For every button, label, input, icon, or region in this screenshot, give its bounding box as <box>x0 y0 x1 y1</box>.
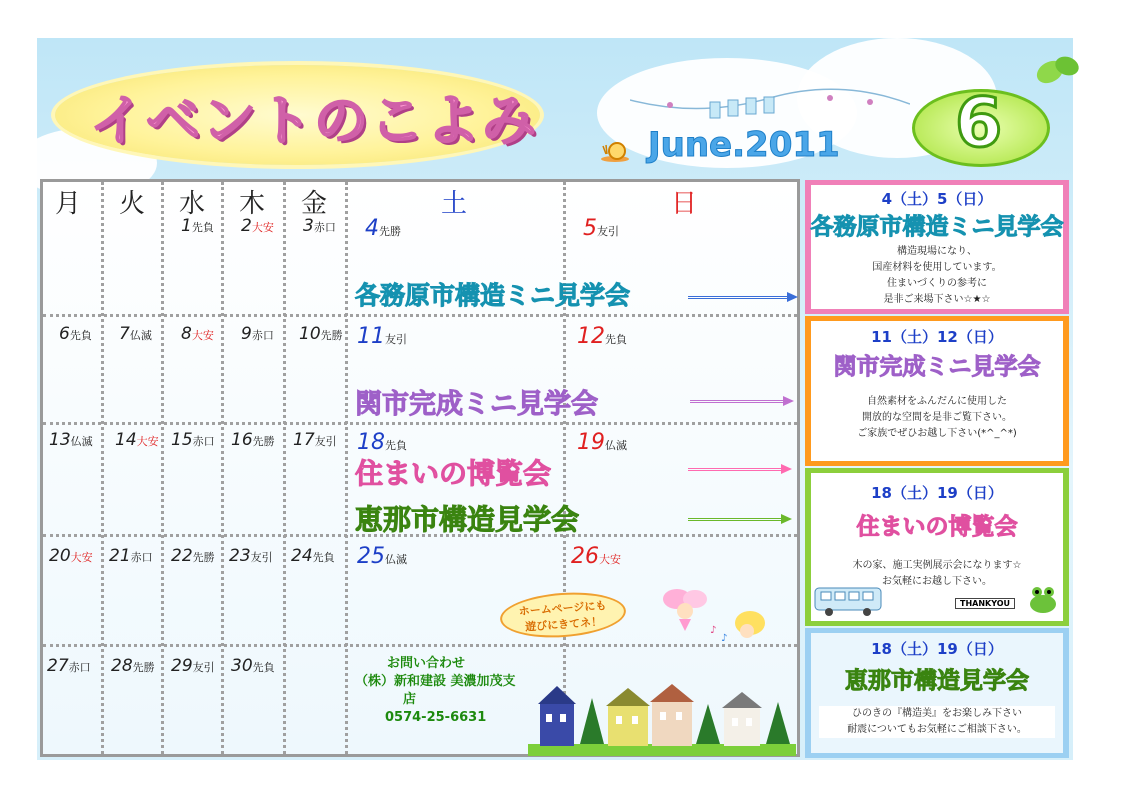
contact-company-cont: 店 <box>403 692 417 707</box>
day-cell: 8大安 <box>181 324 214 344</box>
card-line: 木の家、施工実例展示会になります☆ <box>852 560 1022 571</box>
day-cell: 26大安 <box>571 544 621 569</box>
day-cell: 9赤口 <box>241 324 274 344</box>
day-cell: 1先負 <box>181 216 214 236</box>
contact-heading: お問い合わせ <box>387 656 466 671</box>
day-cell: 2大安 <box>241 216 274 236</box>
day-cell: 13仏滅 <box>49 430 93 450</box>
day-cell: 3赤口 <box>303 216 336 236</box>
card-dates: 11（土）12（日） <box>871 328 1003 346</box>
day-cell: 18先負 <box>357 430 407 455</box>
card-line: お気軽にお越し下さい。 <box>882 576 992 587</box>
day-cell: 25仏滅 <box>357 544 407 569</box>
snail-icon <box>600 140 630 162</box>
day-cell: 30先負 <box>231 656 275 676</box>
row-divider <box>43 422 797 425</box>
card-line: ご家族でぜひお越し下さい(*^_^*) <box>857 428 1017 439</box>
column-divider <box>101 182 104 754</box>
svg-text:♪: ♪ <box>710 625 717 636</box>
day-cell: 11友引 <box>357 324 407 349</box>
card-dates: 4（土）5（日） <box>881 190 993 208</box>
card-dates: 18（土）19（日） <box>871 484 1003 502</box>
event-card-kakamigahara <box>805 180 1069 314</box>
month-year-label: June.2011 <box>648 125 840 165</box>
day-cell: 12先負 <box>577 324 627 349</box>
weekday-fri: 金 <box>301 189 328 219</box>
day-cell: 15赤口 <box>171 430 215 450</box>
card-text <box>805 244 1069 308</box>
card-dates: 18（土）19（日） <box>871 640 1003 658</box>
event-banner-sumai: 住まいの博覧会 <box>355 457 552 490</box>
weekday-tue: 火 <box>119 189 146 219</box>
day-cell: 7仏滅 <box>119 324 152 344</box>
column-divider <box>563 182 566 754</box>
day-cell: 10先勝 <box>299 324 343 344</box>
column-divider <box>161 182 164 754</box>
column-divider <box>283 182 286 754</box>
day-cell: 27赤口 <box>47 656 91 676</box>
weekday-mon: 月 <box>55 189 82 219</box>
card-text <box>819 706 1055 738</box>
weekday-sat: 土 <box>441 189 468 219</box>
card-line: 開放的な空間を是非ご覧下さい。 <box>862 412 1012 423</box>
contact-block <box>355 655 516 727</box>
card-title: 住まいの博覧会 <box>856 514 1018 540</box>
arrow-icon <box>688 518 782 521</box>
card-title: 恵那市構造見学会 <box>845 668 1029 694</box>
contact-phone: 0574-25-6631 <box>385 710 487 725</box>
day-cell: 23友引 <box>229 546 273 566</box>
contact-company: （株）新和建設 美濃加茂支 <box>355 674 516 689</box>
card-line: 国産材料を使用しています。 <box>872 262 1002 273</box>
column-divider <box>345 182 348 754</box>
arrow-icon <box>688 296 788 299</box>
bubble-line: 遊びにきてネ！ <box>524 615 603 634</box>
card-line: 住まいづくりの参考に <box>887 278 987 289</box>
houses-illustration <box>528 684 796 756</box>
event-banner-seki: 関市完成ミニ見学会 <box>355 389 598 420</box>
day-cell: 29友引 <box>171 656 215 676</box>
event-card-ena <box>805 628 1069 758</box>
day-cell: 4先勝 <box>365 216 401 241</box>
arrow-icon <box>688 468 782 471</box>
arrow-icon <box>690 400 784 403</box>
event-card-seki <box>805 316 1069 466</box>
day-cell: 6先負 <box>59 324 92 344</box>
card-text <box>805 394 1069 442</box>
weekday-sun: 日 <box>671 189 698 219</box>
page-title: イベントのこよみ <box>90 89 538 152</box>
row-divider <box>43 314 797 317</box>
card-line: ひのきの『構造美』をお楽しみ下さい <box>852 708 1022 719</box>
card-title: 各務原市構造ミニ見学会 <box>810 214 1064 240</box>
thanks-badge: THANKYOU <box>955 598 1015 609</box>
svg-text:♪: ♪ <box>721 633 728 644</box>
day-cell: 24先負 <box>291 546 335 566</box>
month-number: 6 <box>955 84 1003 163</box>
event-banner-kakamigahara: 各務原市構造ミニ見学会 <box>355 281 631 310</box>
bus-icon <box>813 584 885 616</box>
bubble-line: ホームページにも <box>518 598 607 619</box>
day-cell: 20大安 <box>49 546 93 566</box>
fairy-icon <box>655 585 770 650</box>
day-cell: 21赤口 <box>109 546 153 566</box>
card-line: 是非ご来場下さい☆★☆ <box>883 294 991 305</box>
day-cell: 17友引 <box>293 430 337 450</box>
day-cell: 5友引 <box>583 216 619 241</box>
event-banner-ena: 恵那市構造見学会 <box>355 503 580 536</box>
day-cell: 28先勝 <box>111 656 155 676</box>
column-divider <box>221 182 224 754</box>
day-cell: 22先勝 <box>171 546 215 566</box>
day-cell: 14大安 <box>115 430 159 450</box>
day-cell: 16先勝 <box>231 430 275 450</box>
card-title: 関市完成ミニ見学会 <box>833 354 1041 380</box>
event-card-sumai <box>805 468 1069 626</box>
frog-icon <box>1027 584 1059 614</box>
weekday-wed: 水 <box>179 189 206 219</box>
day-cell: 19仏滅 <box>577 430 627 455</box>
card-line: 耐震についてもお気軽にご相談下さい。 <box>847 724 1027 735</box>
card-line: 構造現場になり、 <box>897 246 977 257</box>
weekday-thu: 木 <box>239 189 266 219</box>
leaf-icon <box>1032 44 1082 94</box>
garland-icon <box>630 80 910 120</box>
card-line: 自然素材をふんだんに使用した <box>867 396 1007 407</box>
